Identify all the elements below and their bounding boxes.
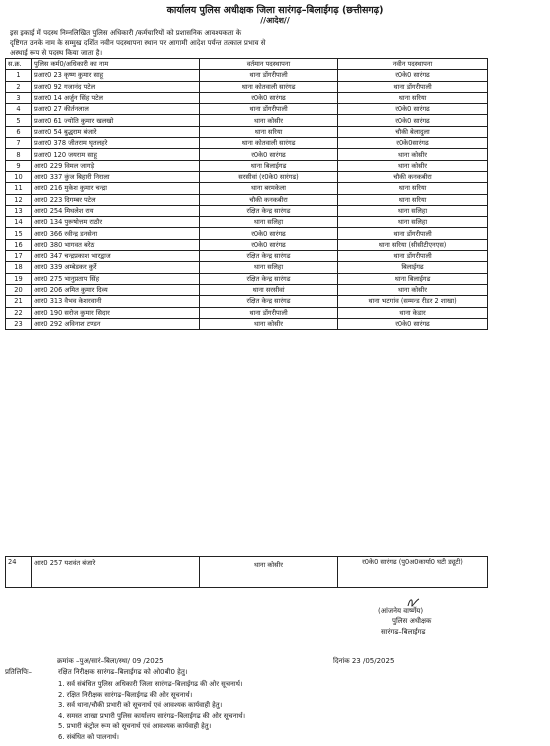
table-row <box>6 273 488 284</box>
reference-number: क्रमांक –पुअ/सारं–बिला/स्था/ 09 /2025 <box>57 657 164 665</box>
table-row <box>6 296 488 307</box>
row-serial: 8 <box>6 149 32 160</box>
signatory-designation: पुलिस अधीक्षक <box>392 617 432 625</box>
row-serial: 22 <box>6 307 32 318</box>
list-item: 6. संबंधित को पालनार्थ। <box>58 732 119 741</box>
row-current-posting: थाना कोतवाली सारंगढ <box>200 81 338 92</box>
row-serial: 17 <box>6 251 32 262</box>
row-new-posting: बिलाईगढ <box>338 262 488 273</box>
row-new-posting: थाना कोसीर <box>338 284 488 295</box>
table-row <box>6 205 488 216</box>
transfer-table-continued <box>5 556 488 588</box>
reference-date: दिनांक 23 /05/2025 <box>333 657 395 665</box>
table-row <box>6 217 488 228</box>
row-name: प्रआर0 23 कृष्ण कुमार साहू <box>32 70 200 81</box>
signatory-name: (आंजनेय वार्ष्णेय) <box>378 607 424 615</box>
row-name: आर0 216 मुकेश कुमार चन्द्रा <box>32 183 200 194</box>
row-new-posting: र0के0 सारंगढ <box>338 104 488 115</box>
row-name: आर0 275 भानुप्रताप सिंह <box>32 273 200 284</box>
header-serial: स.क्र. <box>6 59 32 70</box>
table-row <box>6 81 488 92</box>
intro-line: अस्थाई रूप से पदस्थ किया जाता है। <box>10 49 103 57</box>
row-name: प्रआर0 120 जयराम साहू <box>32 149 200 160</box>
signatory-district: सारंगढ–बिलाईगढ <box>381 628 426 636</box>
row-current-posting: थाना बरमकेला <box>200 183 338 194</box>
row-name: प्रआर0 61 ज्योति कुमार खलखो <box>32 115 200 126</box>
row-current-posting: थाना सरसीवां <box>200 284 338 295</box>
table-row <box>6 262 488 273</box>
row-serial: 9 <box>6 160 32 171</box>
header-new-posting: नवीन पदस्थापना <box>338 59 488 70</box>
row-name: आर0 313 वैभव केशरवानी <box>32 296 200 307</box>
row-serial: 12 <box>6 194 32 205</box>
intro-line: दृष्टिगत उनके नाम के सम्मुख दर्शित नवीन पदस्थापना स्थान पर आगामी आदेश पर्यन्त तत्काल प्रभाव से <box>10 39 266 47</box>
transfer-table <box>5 58 488 330</box>
row-new-posting: थाना डोंगरीपाली <box>338 251 488 262</box>
row-serial: 16 <box>6 239 32 250</box>
row-name: आर0 347 चन्द्रप्रकाश भारद्वाज <box>32 251 200 262</box>
row-current-posting: थाना डोंगरीपाली <box>200 307 338 318</box>
row-serial: 4 <box>6 104 32 115</box>
row-new-posting: थाना सलिहा <box>338 217 488 228</box>
row-name: आर0 366 रवीन्द्र डनसेना <box>32 228 200 239</box>
intro-paragraph <box>10 28 530 58</box>
table-row <box>6 557 488 588</box>
row-serial: 11 <box>6 183 32 194</box>
table-row <box>6 171 488 182</box>
list-item: 3. सर्व थाना/चौकी प्रभारी को सूचनार्थ एवं आवश्यक कार्यवाही हेतु। <box>58 701 223 710</box>
row-new-posting: थाना सलिहा <box>338 205 488 216</box>
row-serial: 3 <box>6 92 32 103</box>
table-row <box>6 126 488 137</box>
row-new-posting: थाना बिलाईगढ <box>338 273 488 284</box>
order-heading: //आदेश// <box>260 16 290 25</box>
table-row <box>6 70 488 81</box>
row-name: प्रआर0 54 बुद्धराम बंजारे <box>32 126 200 137</box>
row-current-posting: थाना डोंगरीपाली <box>200 70 338 81</box>
list-item: 1. सर्व संबंधित पुलिस अधिकारी जिला सारंगढ–बिलाईगढ की ओर सूचनार्थ। <box>58 680 243 688</box>
row-new-posting: र0के0 सारंगढ <box>338 70 488 81</box>
row-current-posting: थाना कोसीर <box>200 557 338 588</box>
row-serial: 23 <box>6 318 32 329</box>
row-current-posting: र0के0 सारंगढ <box>200 92 338 103</box>
row-name: प्रआर0 27 कीर्तनलाल <box>32 104 200 115</box>
table-row <box>6 115 488 126</box>
row-serial: 5 <box>6 115 32 126</box>
row-serial: 6 <box>6 126 32 137</box>
row-current-posting: सरसीवां (र0के0 सारंगढ) <box>200 171 338 182</box>
row-name: आर0 380 भागवत बरेठ <box>32 239 200 250</box>
copy-list <box>58 679 245 743</box>
row-serial: 7 <box>6 138 32 149</box>
row-name: आर0 337 कुंज बिहारी निराला <box>32 171 200 182</box>
row-new-posting: र0के0 सारंगढ <box>338 318 488 329</box>
table-row <box>6 194 488 205</box>
copy-recipient: रक्षित निरीक्षक सारंगढ–बिलाईगढ को ओ0बी0 हेतु। <box>58 668 188 676</box>
row-serial: 13 <box>6 205 32 216</box>
row-current-posting: रक्षित केन्द्र सारंगढ <box>200 273 338 284</box>
row-new-posting: थाना भटगांव (सम्मन्ड रीडर 2 शाखा) <box>338 296 488 307</box>
row-serial: 15 <box>6 228 32 239</box>
row-name: प्रआर0 92 गजानंद पटेल <box>32 81 200 92</box>
row-name: प्रआर0 378 जीतराम घृतलहरे <box>32 138 200 149</box>
row-current-posting: थाना सरिया <box>200 126 338 137</box>
row-new-posting: थाना सरिया <box>338 92 488 103</box>
row-current-posting: थाना सलिहा <box>200 217 338 228</box>
row-serial: 20 <box>6 284 32 295</box>
row-new-posting: र0के0 सारंगढ (पु0अ0कार्या0 घटी ड्यूटी) <box>338 557 488 588</box>
row-name: आर0 339 अम्बेडकर कुर्रे <box>32 262 200 273</box>
row-current-posting: र0के0 सारंगढ <box>200 149 338 160</box>
row-name: आर0 254 मिथलेश राय <box>32 205 200 216</box>
row-serial: 24 <box>6 557 32 588</box>
header-name: पुलिस कर्म0/अधिकारी का नाम <box>32 59 200 70</box>
row-serial: 19 <box>6 273 32 284</box>
row-name: आर0 229 विमल जागड़े <box>32 160 200 171</box>
row-current-posting: रक्षित केन्द्र सारंगढ <box>200 251 338 262</box>
table-row <box>6 239 488 250</box>
table-row <box>6 307 488 318</box>
row-current-posting: थाना कोसीर <box>200 115 338 126</box>
list-item: 4. समस्त शाखा प्रभारी पुलिस कार्यालय सारंगढ–बिलाईगढ की ओर सूचनार्थ। <box>58 711 246 720</box>
row-serial: 2 <box>6 81 32 92</box>
table-row <box>6 251 488 262</box>
table-row <box>6 318 488 329</box>
row-new-posting: र0के0सारंगढ <box>338 138 488 149</box>
row-new-posting: थाना सरिया <box>338 194 488 205</box>
table-header-row <box>6 59 488 70</box>
row-name: आर0 223 दिगम्बर पटेल <box>32 194 200 205</box>
row-current-posting: र0के0 सारंगढ <box>200 239 338 250</box>
row-name: प्रआर0 14 अर्जुन सिंह पटेल <box>32 92 200 103</box>
row-new-posting: चौकी कनकबीरा <box>338 171 488 182</box>
copy-label: प्रतिलिपिः– <box>5 668 33 676</box>
row-current-posting: चौकी कनकबीरा <box>200 194 338 205</box>
row-new-posting: थाना कोसीर <box>338 160 488 171</box>
row-current-posting: र0के0 सारंगढ <box>200 228 338 239</box>
row-new-posting: र0के0 सारंगढ <box>338 115 488 126</box>
row-new-posting: थाना डोंगरीपाली <box>338 228 488 239</box>
table-row <box>6 183 488 194</box>
table-row <box>6 104 488 115</box>
table-row <box>6 160 488 171</box>
list-item: 5. प्रभारी कंट्रोल रूम को सूचनार्थ एवं आवश्यक कार्यवाही हेतु। <box>58 722 212 731</box>
row-new-posting: थाना सरिया <box>338 183 488 194</box>
row-new-posting: थाना कोसीर <box>338 149 488 160</box>
row-current-posting: रक्षित केन्द्र सारंगढ <box>200 205 338 216</box>
row-serial: 18 <box>6 262 32 273</box>
row-name: आर0 190 सरोज कुमार सिदार <box>32 307 200 318</box>
row-name: आर0 206 अमित कुमार दिव्य <box>32 284 200 295</box>
header-current-posting: वर्तमान पदस्थापना <box>200 59 338 70</box>
row-current-posting: थाना सलिहा <box>200 262 338 273</box>
row-name: आर0 134 पुरूषोत्तम राठौर <box>32 217 200 228</box>
row-serial: 10 <box>6 171 32 182</box>
row-serial: 21 <box>6 296 32 307</box>
row-new-posting: थाना सरिया (सीसीटीएनएस) <box>338 239 488 250</box>
row-new-posting: थाना केडार <box>338 307 488 318</box>
row-serial: 14 <box>6 217 32 228</box>
intro-line: इस इकाई में पदस्थ निम्नलिखित पुलिस अधिकारी /कर्मचारियों को प्रशासनिक आवश्यकता के <box>10 29 242 37</box>
table-row <box>6 284 488 295</box>
table-row <box>6 228 488 239</box>
row-serial: 1 <box>6 70 32 81</box>
row-name: आर0 292 अविनाश टण्डन <box>32 318 200 329</box>
table-row <box>6 149 488 160</box>
list-item: 2. रक्षित निरीक्षक सारंगढ–बिलाईगढ की ओर सूचनार्थ। <box>58 690 193 699</box>
row-new-posting: चौकी बेलादुला <box>338 126 488 137</box>
row-new-posting: थाना डोंगरीपाली <box>338 81 488 92</box>
row-current-posting: रक्षित केन्द्र सारंगढ <box>200 296 338 307</box>
office-title: कार्यालय पुलिस अधीक्षक जिला सारंगढ़–बिलाईगढ़ (छत्तीसगढ़) <box>166 5 384 16</box>
row-current-posting: थाना डोंगरीपाली <box>200 104 338 115</box>
row-current-posting: थाना कोतवाली सारंगढ <box>200 138 338 149</box>
row-current-posting: थाना कोसीर <box>200 318 338 329</box>
row-current-posting: थाना बिलाईगढ <box>200 160 338 171</box>
table-row <box>6 138 488 149</box>
row-name: आर0 257 यशवंत बंजारे <box>32 557 200 588</box>
table-row <box>6 92 488 103</box>
